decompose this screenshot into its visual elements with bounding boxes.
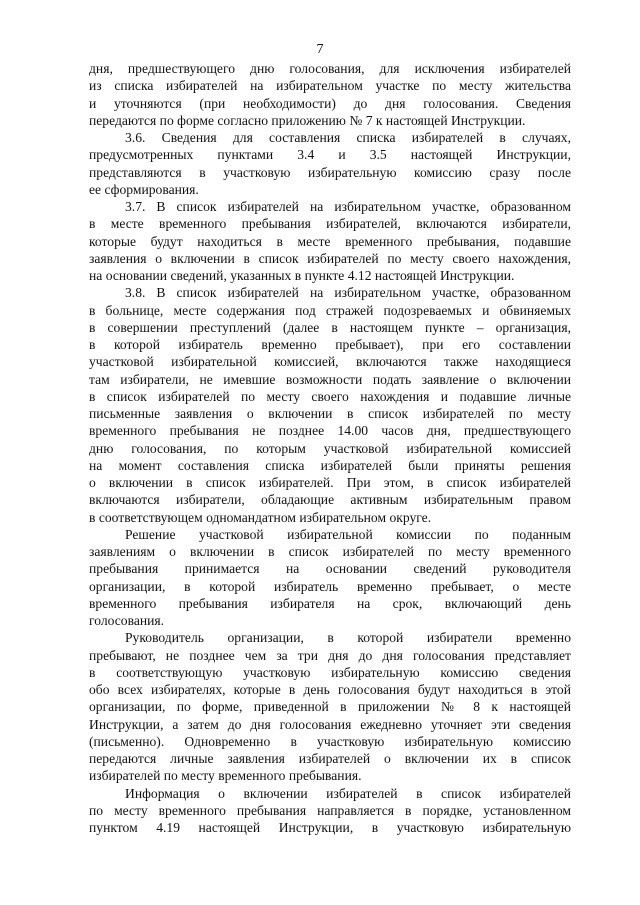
text-line: включаются избиратели, обладающие активным избирательным правом <box>89 492 571 508</box>
text-line: о включении в список избирателей. При этом, в список избирателей <box>89 475 571 490</box>
text-line: временного пребывания не позднее 14.00 часов дня, предшествующего <box>89 423 571 439</box>
paragraph <box>89 60 571 129</box>
text-line: избирателей по месту временного пребывания. <box>89 768 362 784</box>
text-line: и уточняются (при необходимости) до дня голосования. Сведения <box>89 95 571 111</box>
text-line: по месту временного пребывания направляется в порядке, установленном <box>89 802 571 818</box>
paragraph <box>89 284 571 526</box>
text-line: представляются в участковую избирательную комиссию сразу после <box>89 164 571 180</box>
text-line: на основании сведений, указанных в пункте 4.12 настоящей Инструкции. <box>89 268 515 283</box>
text-line: передаются по форме согласно приложению № 7 к настоящей Инструкции. <box>89 112 526 128</box>
text-line: Инструкции, а затем до дня голосования ежедневно уточняет эти сведения <box>89 716 571 732</box>
page-number: 7 <box>316 42 324 57</box>
paragraph <box>89 198 571 284</box>
text-line: в которой избиратель временно пребывает), при его составлении <box>89 337 571 352</box>
text-line: 3.6. Сведения для составления списка избирателей в случаях, <box>125 130 571 145</box>
text-line: пребывания принимается на основании сведений руководителя <box>89 561 571 577</box>
text-line: обо всех избирателях, которые в день голосования будут находиться в этой <box>89 682 571 697</box>
text-line: в месте временного пребывания избирателей, включаются избиратели, <box>89 216 571 232</box>
text-line: организации, по форме, приведенной в приложении № 8 к настоящей <box>89 699 571 715</box>
text-line: в список избирателей по месту своего нахождения и подавшие личные <box>89 388 571 404</box>
text-line: пунктом 4.19 настоящей Инструкции, в участковую избирательную <box>89 820 571 835</box>
text-line: 3.8. В список избирателей на избирательном участке, образованном <box>125 285 571 301</box>
text-line: в соответствующую участковую избирательную комиссию сведения <box>89 664 571 680</box>
paragraph <box>89 785 571 837</box>
paragraph <box>89 629 571 784</box>
text-line: Решение участковой избирательной комиссии по поданным <box>125 526 571 542</box>
text-line: Информация о включении избирателей в список избирателей <box>125 785 571 801</box>
text-line: заявления о включении в список избирателей по месту своего нахождения, <box>89 250 571 266</box>
text-line: заявлениям о включении в список избирателей по месту временного <box>89 544 571 559</box>
text-line: дню голосования, по которым участковой избирательной комиссией <box>89 440 571 456</box>
text-line: предусмотренных пунктами 3.4 и 3.5 настоящей Инструкции, <box>89 147 571 163</box>
text-line: участковой избирательной комиссией, включаются также находящиеся <box>89 354 571 370</box>
text-line: временного пребывания избирателя на срок, включающий день <box>89 595 571 611</box>
paragraph <box>89 129 571 198</box>
text-line: голосования. <box>89 613 165 628</box>
text-line: ее сформирования. <box>89 181 199 197</box>
text-line: в больнице, месте содержания под стражей подозреваемых и обвиняемых <box>89 302 571 318</box>
text-line: пребывают, не позднее чем за три дня до дня голосования представляет <box>89 647 571 663</box>
text-line: письменные заявления о включении в список избирателей по месту <box>89 406 571 421</box>
paragraph <box>89 526 571 630</box>
text-line: 3.7. В список избирателей на избирательном участке, образованном <box>125 199 571 214</box>
text-line: там избиратели, не имевшие возможности подать заявление о включении <box>89 371 571 387</box>
text-line: организации, в которой избиратель временно пребывает, о месте <box>89 578 571 594</box>
text-line: в соответствующем одномандатном избирательном округе. <box>89 509 432 525</box>
text-line: (письменно). Одновременно в участковую избирательную комиссию <box>89 733 571 749</box>
text-line: передаются личные заявления избирателей о включении их в список <box>89 751 571 766</box>
text-line: Руководитель организации, в которой избиратели временно <box>125 630 571 646</box>
text-line: из списка избирателей на избирательном участке по месту жительства <box>89 78 571 94</box>
text-line: на момент составления списка избирателей были приняты решения <box>89 457 571 473</box>
text-line: которые будут находиться в месте временного пребывания, подавшие <box>89 233 571 249</box>
text-line: в совершении преступлений (далее в настоящем пункте – организация, <box>89 319 571 335</box>
page-body <box>89 60 571 836</box>
text-line: дня, предшествующего дню голосования, для исключения избирателей <box>89 61 571 76</box>
